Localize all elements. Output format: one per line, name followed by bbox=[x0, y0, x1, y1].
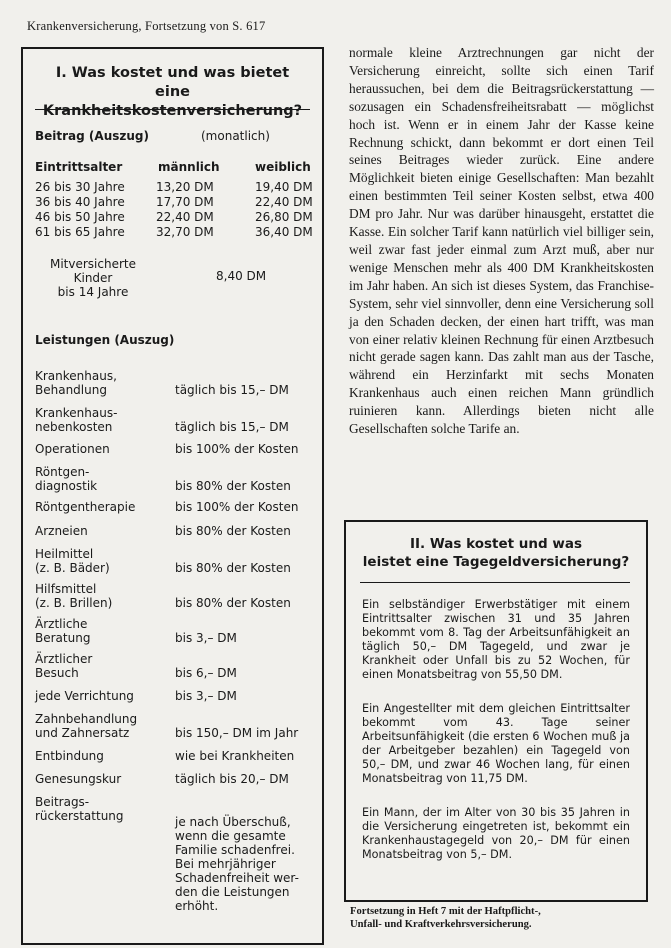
male-contribution-cell: 32,70 DM bbox=[156, 225, 214, 239]
benefit-value: bis 150,– DM im Jahr bbox=[175, 726, 299, 740]
benefit-value: bis 80% der Kosten bbox=[175, 479, 291, 493]
benefit-label: Arzneien bbox=[35, 524, 88, 538]
male-contribution-cell: 13,20 DM bbox=[156, 180, 214, 194]
benefit-label: Krankenhaus, Behandlung bbox=[35, 369, 117, 397]
leistungen-heading: Leistungen (Auszug) bbox=[35, 333, 175, 347]
benefit-label: Röntgen- diagnostik bbox=[35, 465, 98, 493]
box2-paragraph-2: Ein Angestellter mit dem gleichen Eintrittsalter bekommt vom 43. Tage seiner Arbeitsunfähigkeit (die ersten 6 Wochen muß ja der Arbeitgeber bezahlen) ein Tagegeld von 50,– DM, und zwar 46 Wochen lang, für einen Monatsbeitrag von 11,75 DM. bbox=[362, 702, 630, 785]
benefit-label: Entbindung bbox=[35, 749, 104, 763]
benefit-label: Operationen bbox=[35, 442, 110, 456]
age-range-cell: 36 bis 40 Jahre bbox=[35, 195, 125, 209]
benefit-value: bis 3,– DM bbox=[175, 631, 237, 645]
box2-paragraph-3: Ein Mann, der im Alter von 30 bis 35 Jahren in die Versicherung eingetreten ist, bekommt ein Krankenhaustagegeld von 20,– DM für einen Monatsbeitrag von 5,– DM. bbox=[362, 806, 630, 861]
col-header-age: Eintrittsalter bbox=[35, 160, 123, 174]
benefit-value: bis 80% der Kosten bbox=[175, 561, 291, 575]
continuation-note: Fortsetzung in Heft 7 mit der Haftpflicht-, Unfall- und Kraftverkehrsversicherung. bbox=[350, 906, 541, 930]
beitrag-note: (monatlich) bbox=[201, 129, 270, 143]
running-header: Krankenversicherung, Fortsetzung von S. 617 bbox=[27, 19, 266, 33]
col-header-female: weiblich bbox=[255, 160, 311, 174]
box2-title-rule bbox=[360, 582, 630, 583]
female-contribution-cell: 26,80 DM bbox=[255, 210, 313, 224]
box2-paragraph-1: Ein selbständiger Erwerbstätiger mit einem Eintrittsalter zwischen 31 und 35 Jahren bekommt vom 8. Tag der Arbeitsunfähigkeit an täglich 50,– DM Tagegeld, und zwar je Krankheit oder Unfall bis zu 52 Wochen, für einen Monatsbeitrag von 55,50 DM. bbox=[362, 598, 630, 681]
benefit-label: Zahnbehandlung und Zahnersatz bbox=[35, 712, 138, 740]
age-range-cell: 26 bis 30 Jahre bbox=[35, 180, 125, 194]
female-contribution-cell: 22,40 DM bbox=[255, 195, 313, 209]
female-contribution-cell: 19,40 DM bbox=[255, 180, 313, 194]
benefit-value: bis 3,– DM bbox=[175, 689, 237, 703]
benefit-label: Ärztlicher Besuch bbox=[35, 652, 93, 680]
box1-title-rule bbox=[35, 109, 310, 110]
box2-title: II. Was kostet und was leistet eine Tagegeldversicherung? bbox=[362, 536, 630, 570]
benefit-value: bis 100% der Kosten bbox=[175, 442, 299, 456]
box1-title: I. Was kostet und was bietet eine Krankheitskostenversicherung? bbox=[42, 65, 303, 119]
article-column-text: normale kleine Arztrechnungen gar nicht der Versicherung einreicht, sollte sich einen Tarif heraussuchen, bei dem die Beitragsrückerstattung — sozusagen ein Schadensfreiheitsrabatt — möglichst hoch ist. Wenn er in einem Jahr der Kasse keine Rechnung schickt, dann bekommt er dort einen Teil seines Beitrages wieder zurück. Eine andere Möglichkeit bieten einige Gesellschaften: Man bezahlt einen bestimmten Teil seiner Kosten selbst, etwa 400 DM pro Jahr. Nur was darüber hinausgeht, erstattet die Kasse. Ein solcher Tarif kann natürlich viel billiger sein, weil zwar fast jeder einmal zum Arzt muß, aber nur wenige Menschen mehr als 400 DM Krankheitskosten im Jahr haben. An sich ist dieses System, das Franchise-System, sehr viel sinnvoller, denn eine Versicherung soll ja den Schaden decken, der einen hart trifft, was man von einer relativ kleinen Rechnung für einen Arztbesuch nicht gerade sagen kann. Das zahlt man aus der Tasche, während ein Herzinfarkt mit sechs Monaten Krankenhaus auch einen reichen Mann gründlich ruinieren kann. Allerdings bieten nicht alle Gesellschaften solche Tarife an. bbox=[349, 45, 654, 437]
benefit-value: täglich bis 20,– DM bbox=[175, 772, 289, 786]
kinder-value: 8,40 DM bbox=[216, 269, 267, 283]
female-contribution-cell: 36,40 DM bbox=[255, 225, 313, 239]
benefit-label: Heilmittel (z. B. Bäder) bbox=[35, 547, 110, 575]
benefit-value: wie bei Krankheiten bbox=[175, 749, 295, 763]
benefit-value: je nach Überschuß, wenn die gesamte Familie schadenfrei. Bei mehrjähriger Schadenfreiheit wer- den die Leistungen erhöht. bbox=[175, 815, 299, 913]
benefit-value: täglich bis 15,– DM bbox=[175, 420, 289, 434]
benefit-label: Hilfsmittel (z. B. Brillen) bbox=[35, 582, 113, 610]
benefit-value: bis 80% der Kosten bbox=[175, 596, 291, 610]
benefit-value: bis 100% der Kosten bbox=[175, 500, 299, 514]
benefit-label: Krankenhaus- nebenkosten bbox=[35, 406, 118, 434]
male-contribution-cell: 22,40 DM bbox=[156, 210, 214, 224]
beitrag-heading: Beitrag (Auszug) bbox=[35, 129, 149, 143]
benefit-value: bis 80% der Kosten bbox=[175, 524, 291, 538]
cost-table-box bbox=[21, 47, 324, 945]
male-contribution-cell: 17,70 DM bbox=[156, 195, 214, 209]
age-range-cell: 61 bis 65 Jahre bbox=[35, 225, 125, 239]
benefit-label: Beitrags- rückerstattung bbox=[35, 795, 124, 823]
daily-allowance-box bbox=[344, 520, 648, 902]
benefit-label: Ärztliche Beratung bbox=[35, 617, 91, 645]
age-range-cell: 46 bis 50 Jahre bbox=[35, 210, 125, 224]
benefit-label: jede Verrichtung bbox=[35, 689, 134, 703]
benefit-label: Genesungskur bbox=[35, 772, 122, 786]
benefit-label: Röntgentherapie bbox=[35, 500, 136, 514]
benefit-value: täglich bis 15,– DM bbox=[175, 383, 289, 397]
kinder-label: Mitversicherte Kinder bis 14 Jahre bbox=[49, 257, 136, 299]
col-header-male: männlich bbox=[158, 160, 220, 174]
benefit-value: bis 6,– DM bbox=[175, 666, 237, 680]
